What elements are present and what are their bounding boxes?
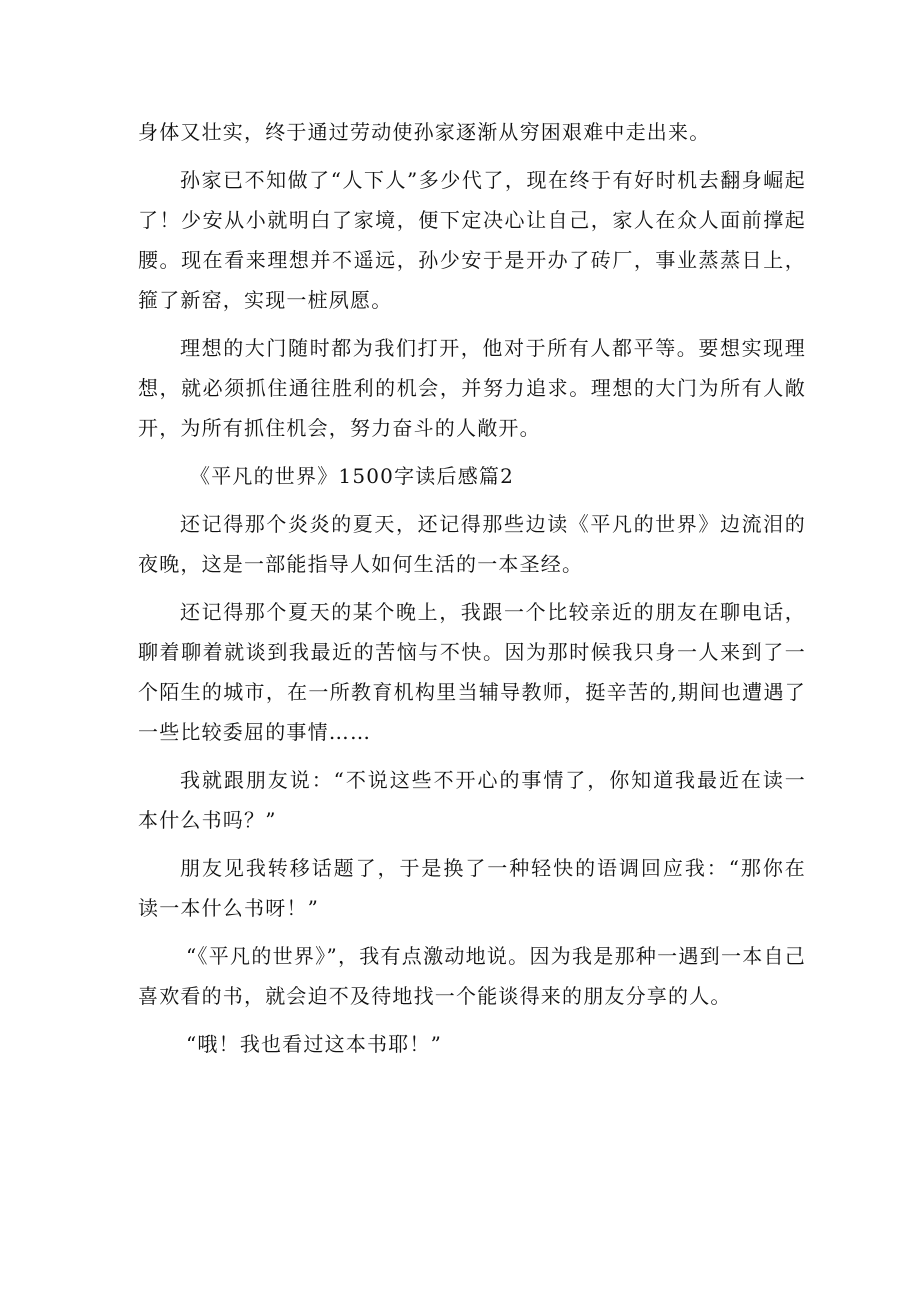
document-body [138,112,806,1072]
paragraph-3: 理想的大门随时都为我们打开，他对于所有人都平等。要想实现理想，就必须抓住通往胜利的机会，并努力追求。理想的大门为所有人敞开，为所有抓住机会，努力奋斗的人敞开。 [138,336,806,440]
paragraph-4: 还记得那个炎炎的夏天，还记得那些边读《平凡的世界》边流泪的夜晚，这是一部能指导人如何生活的一本圣经。 [138,512,806,576]
paragraph-7: 朋友见我转移话题了，于是换了一种轻快的语调回应我：“那你在读一本什么书呀！” [138,856,806,920]
paragraph-6: 我就跟朋友说：“不说这些不开心的事情了，你知道我最近在读一本什么书吗？” [138,768,806,832]
paragraph-5: 还记得那个夏天的某个晚上，我跟一个比较亲近的朋友在聊电话，聊着聊着就谈到我最近的苦恼与不快。因为那时候我只身一人来到了一个陌生的城市，在一所教育机构里当辅导教师，挺辛苦的,期间也遭遇了一些比较委屈的事情…… [138,600,806,744]
paragraph-8: “《平凡的世界》”，我有点激动地说。因为我是那种一遇到一本自己喜欢看的书，就会迫不及待地找一个能谈得来的朋友分享的人。 [138,944,806,1008]
section-heading: 《平凡的世界》1500字读后感篇2 [190,464,515,488]
paragraph-2: 孙家已不知做了“人下人”多少代了，现在终于有好时机去翻身崛起了！少安从小就明白了家境，便下定决心让自己，家人在众人面前撑起腰。现在看来理想并不遥远，孙少安于是开办了砖厂，事业蒸蒸日上，箍了新窑，实现一桩夙愿。 [138,168,806,312]
paragraph-1: 身体又壮实，终于通过劳动使孙家逐渐从穷困艰难中走出来。 [138,120,711,144]
paragraph-9: “哦！我也看过这本书耶！” [186,1032,443,1056]
